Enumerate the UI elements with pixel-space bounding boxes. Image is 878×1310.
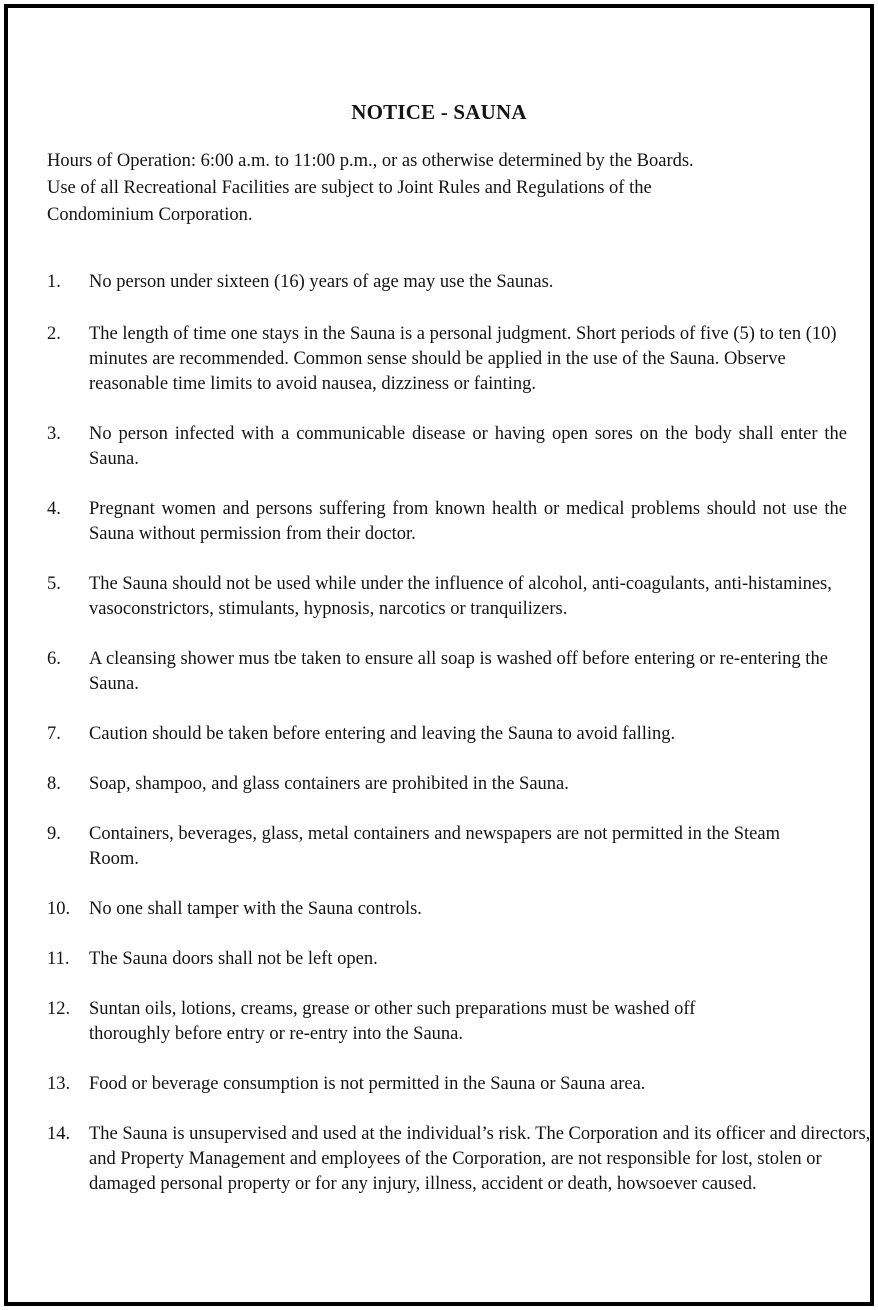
rule-number: 3. [47,424,61,444]
rule-item-14 [47,1122,878,1197]
rule-text: The Sauna should not be used while under the influence of alcohol, anti-coagulants, anti-histamines, vasoconstrictors, stimulants, hypnosis, narcotics or tranquilizers. [89,574,832,619]
rule-number: 10. [47,899,71,919]
rule-number: 12. [47,999,71,1019]
rule-text: Caution should be taken before entering and leaving the Sauna to avoid falling. [89,724,676,744]
rule-number: 13. [47,1074,71,1094]
rule-item-11 [47,947,847,972]
rule-text: No person under sixteen (16) years of age may use the Saunas. [89,272,554,292]
rule-item-13 [47,1072,847,1097]
rule-text: Soap, shampoo, and glass containers are prohibited in the Sauna. [89,774,569,794]
rule-number: 4. [47,499,61,519]
notice-frame [4,4,874,1306]
intro-line-hours: Hours of Operation: 6:00 a.m. to 11:00 p.m., or as otherwise determined by the Boards. [47,151,694,171]
rule-number: 1. [47,272,61,292]
rule-item-2 [47,322,849,397]
rules-list [47,270,871,1197]
notice-title: NOTICE - SAUNA [351,100,527,124]
rule-text: Suntan oils, lotions, creams, grease or other such preparations must be washed off thoroughly before entry or re-entry into the Sauna. [89,999,696,1044]
intro-paragraph [47,148,837,229]
rule-text: No one shall tamper with the Sauna controls. [89,899,422,919]
rule-text: Food or beverage consumption is not permitted in the Sauna or Sauna area. [89,1074,646,1094]
rule-number: 5. [47,574,61,594]
rule-number: 7. [47,724,61,744]
intro-line-corporation: Condominium Corporation. [47,205,253,225]
rule-item-9 [47,822,829,872]
rule-text: A cleansing shower mus tbe taken to ensure all soap is washed off before entering or re-entering the Sauna. [89,649,828,694]
rule-item-5 [47,572,847,622]
rule-number: 11. [47,949,70,969]
rule-number: 6. [47,649,61,669]
rule-item-4 [47,497,847,547]
rule-item-8 [47,772,847,797]
rule-item-6 [47,647,847,697]
rule-text: The Sauna doors shall not be left open. [89,949,378,969]
rule-item-7 [47,722,847,747]
rule-item-10 [47,897,847,922]
rule-number: 9. [47,824,61,844]
rule-text: Containers, beverages, glass, metal containers and newspapers are not permitted in the Steam Room. [89,824,780,869]
rule-item-3 [47,422,847,472]
rule-text: Pregnant women and persons suffering from known health or medical problems should not use the Sauna without permission from their doctor. [89,499,847,544]
rule-number: 14. [47,1124,71,1144]
rule-item-1 [47,270,847,295]
intro-line-rules: Use of all Recreational Facilities are subject to Joint Rules and Regulations of the [47,178,652,198]
rule-text: The Sauna is unsupervised and used at the individual’s risk. The Corporation and its officer and directors, and Property Management and employees of the Corporation, are not responsible for lost, stolen or damaged personal property or for any injury, illness, accident or death, howsoever caused. [89,1124,871,1194]
rule-text: The length of time one stays in the Sauna is a personal judgment. Short periods of five (5) to ten (10) minutes are recommended. Common sense should be applied in the use of the Sauna. Observe reasonable time limits to avoid nausea, dizziness or fainting. [89,324,837,394]
rule-number: 8. [47,774,61,794]
rule-item-12 [47,997,749,1047]
rule-text: No person infected with a communicable disease or having open sores on the body shall enter the Sauna. [89,424,847,469]
rule-number: 2. [47,324,61,344]
